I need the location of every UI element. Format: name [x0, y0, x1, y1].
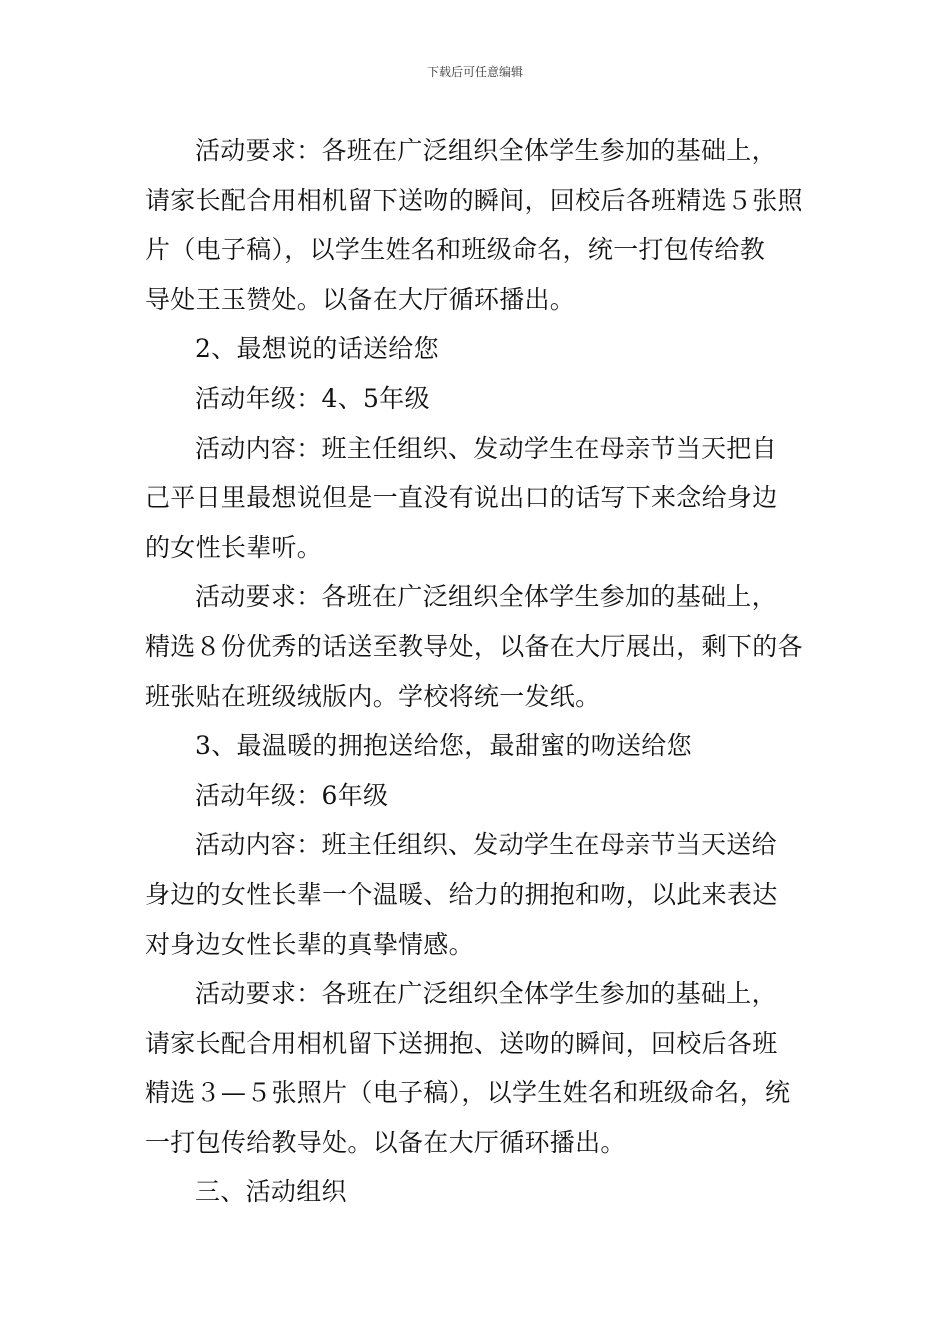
paragraph-line: 活动要求：各班在广泛组织全体学生参加的基础上，: [195, 979, 777, 1009]
paragraph-line: 请家长配合用相机留下送拥抱、送吻的瞬间，回校后各班: [145, 1028, 778, 1058]
paragraph: [145, 820, 810, 969]
paragraph-line: 片（电子稿），以学生姓名和班级命名，统一打包传给教: [145, 235, 766, 265]
paragraph-line: 活动要求：各班在广泛组织全体学生参加的基础上，: [195, 136, 777, 165]
paragraph-line: 活动内容：班主任组织、发动学生在母亲节当天送给: [195, 830, 777, 860]
paragraph-line: 精选３—５张照片（电子稿），以学生姓名和班级命名，统: [145, 1078, 791, 1108]
paragraph: [145, 1167, 810, 1217]
paragraph-line: 的女性长辈听。: [145, 532, 323, 562]
paragraph: [145, 572, 810, 721]
paragraph: [145, 771, 810, 821]
paragraph: [145, 969, 810, 1167]
paragraph-line: 精选８份优秀的话送至教导处，以备在大厅展出，剩下的各: [145, 631, 803, 661]
page-header: 下载后可任意编辑: [426, 65, 523, 79]
paragraph-line: 请家长配合用相机留下送吻的瞬间，回校后各班精选５张照: [145, 185, 803, 215]
paragraph-line: 三、活动组织: [195, 1177, 347, 1207]
paragraph-line: 身边的女性长辈一个温暖、给力的拥抱和吻，以此来表达: [145, 879, 778, 909]
paragraph: [145, 424, 810, 573]
paragraph-line: 3、最温暖的拥抱送给您，最甜蜜的吻送给您: [195, 731, 692, 761]
paragraph-line: 一打包传给教导处。以备在大厅循环播出。: [145, 1127, 626, 1157]
paragraph: [145, 374, 810, 424]
paragraph-line: 导处王玉赞处。以备在大厅循环播出。: [145, 284, 576, 314]
paragraph: [145, 324, 810, 374]
paragraph-line: 己平日里最想说但是一直没有说出口的话写下来念给身边: [145, 483, 778, 513]
paragraph-line: 活动要求：各班在广泛组织全体学生参加的基础上，: [195, 582, 777, 612]
paragraph-line: 对身边女性长辈的真挚情感。: [145, 929, 474, 959]
paragraph-line: 班张贴在班级绒版内。学校将统一发纸。: [145, 681, 601, 711]
paragraph: [145, 126, 810, 324]
document-body: [145, 126, 810, 1217]
paragraph: [145, 721, 810, 771]
paragraph-line: 活动内容：班主任组织、发动学生在母亲节当天把自: [195, 433, 777, 463]
paragraph-line: 2、最想说的话送给您: [195, 334, 439, 364]
paragraph-line: 活动年级：4、5年级: [195, 383, 430, 413]
paragraph-line: 活动年级：6年级: [195, 780, 389, 810]
